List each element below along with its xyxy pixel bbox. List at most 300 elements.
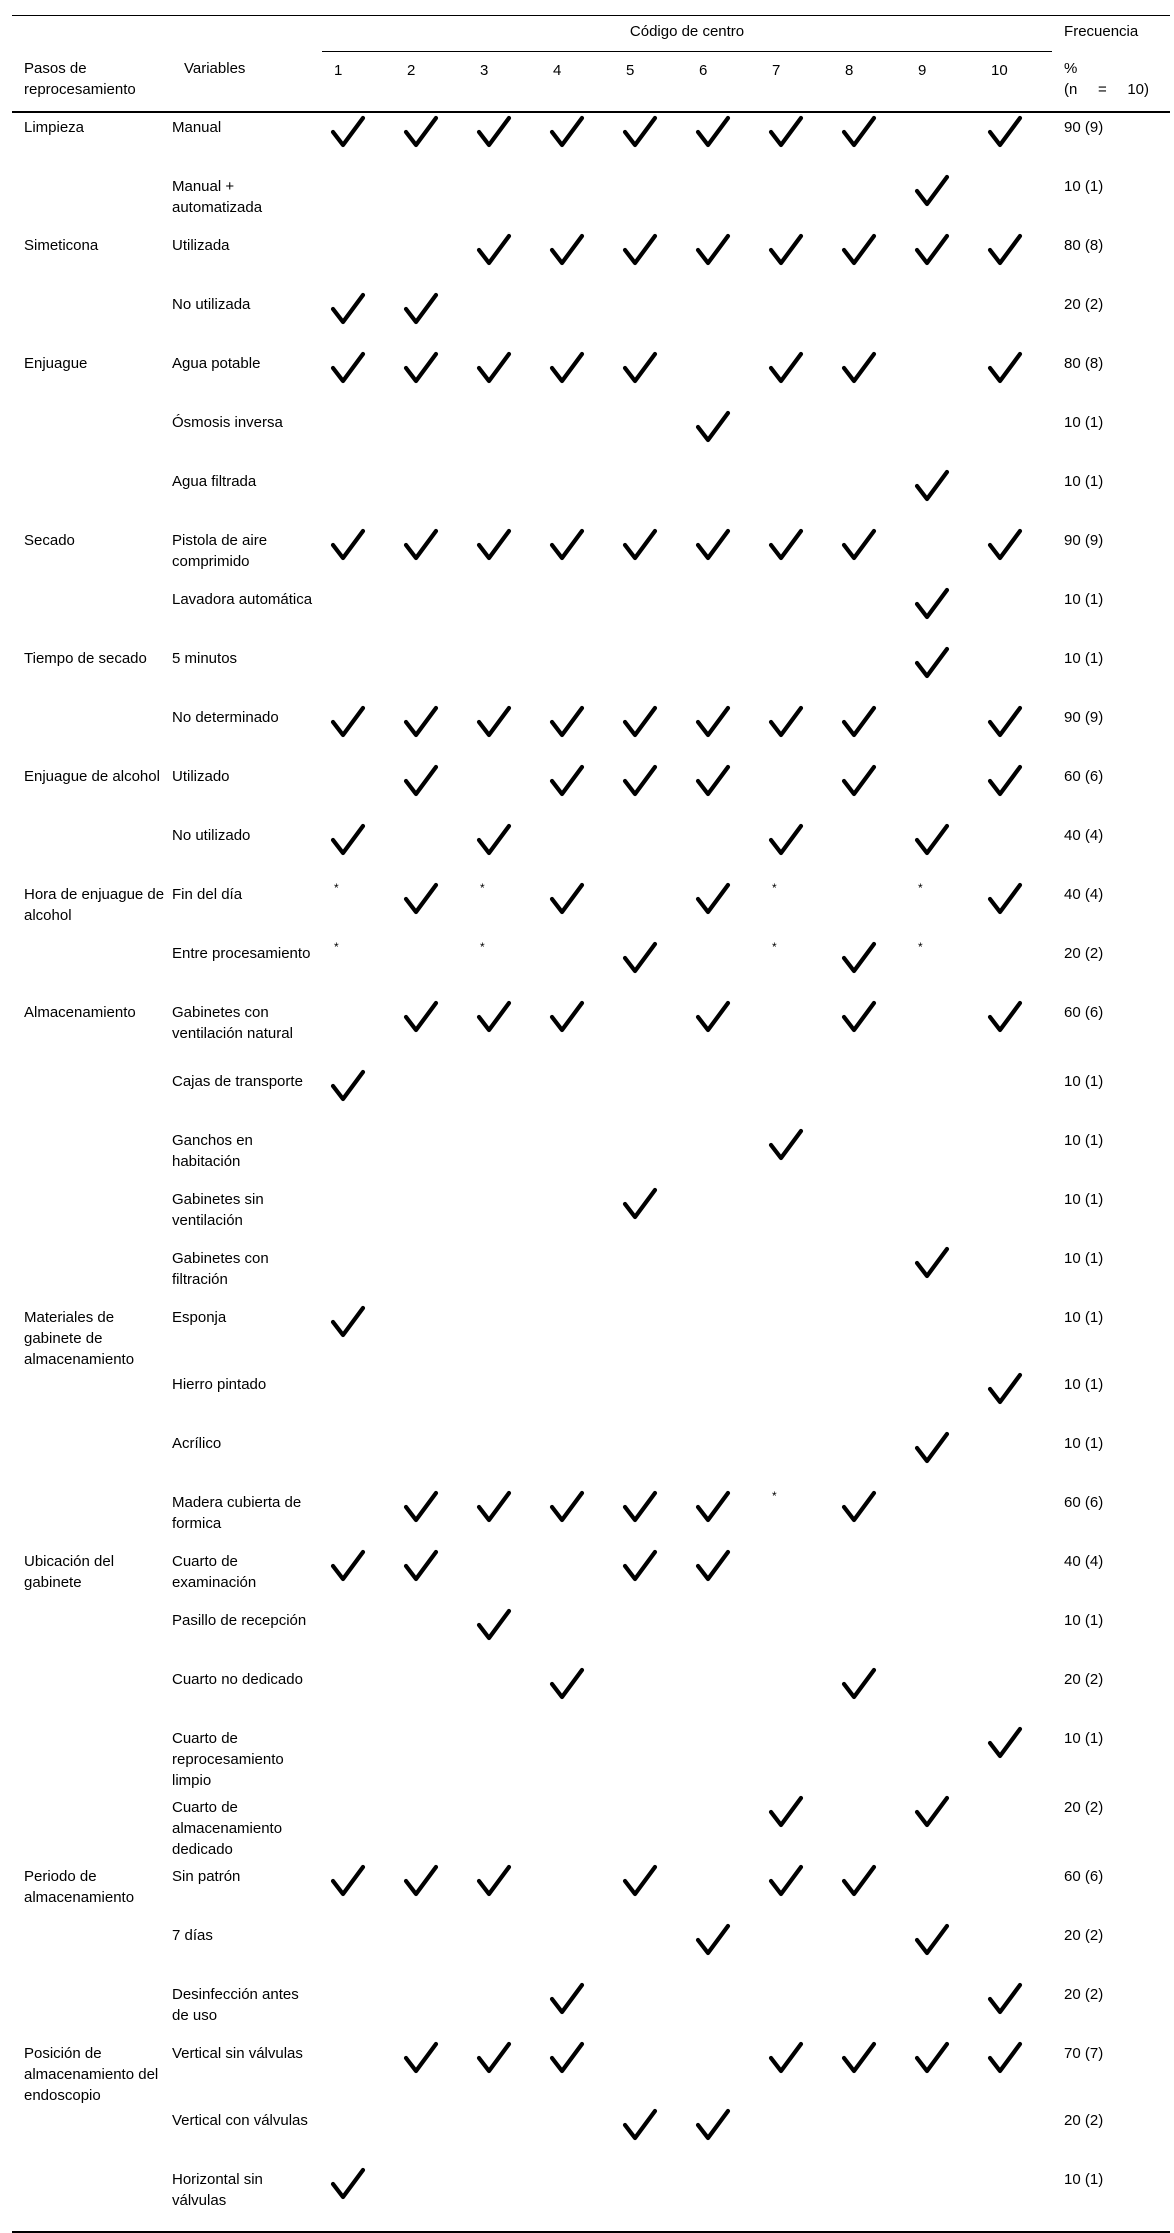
center-cell bbox=[541, 1126, 614, 1185]
step-cell bbox=[12, 1185, 172, 1244]
center-cell bbox=[979, 408, 1052, 467]
center-cell bbox=[833, 1921, 906, 1980]
center-cell bbox=[906, 762, 979, 821]
center-cell bbox=[760, 1488, 833, 1547]
center-cell bbox=[979, 644, 1052, 703]
checkmark-icon bbox=[549, 115, 585, 149]
center-cell bbox=[541, 1665, 614, 1724]
center-cell bbox=[468, 2106, 541, 2165]
checkmark-icon bbox=[768, 1864, 804, 1898]
asterisk-mark: * bbox=[334, 881, 339, 895]
center-cell bbox=[541, 762, 614, 821]
table-row bbox=[12, 821, 1170, 880]
center-cell bbox=[468, 1126, 541, 1185]
table-row bbox=[12, 112, 1170, 172]
table-row bbox=[12, 1793, 1170, 1862]
center-number: 10 bbox=[979, 52, 1052, 113]
checkmark-icon bbox=[549, 351, 585, 385]
frequency-cell: 60 (6) bbox=[1064, 1004, 1104, 1021]
center-cell bbox=[614, 1370, 687, 1429]
variable-cell: Ganchos en habitación bbox=[172, 1132, 253, 1170]
asterisk-mark: * bbox=[772, 940, 777, 954]
variable-cell: Horizontal sin válvulas bbox=[172, 2165, 322, 2232]
center-cell bbox=[979, 526, 1052, 585]
table-row bbox=[12, 585, 1170, 644]
checkmark-icon bbox=[695, 410, 731, 444]
step-cell bbox=[12, 290, 172, 349]
checkmark-icon bbox=[987, 882, 1023, 916]
center-cell bbox=[979, 998, 1052, 1067]
center-cell bbox=[687, 112, 760, 172]
variable-cell: Manual bbox=[172, 119, 222, 136]
center-cell bbox=[322, 467, 395, 526]
checkmark-icon bbox=[476, 1608, 512, 1642]
center-cell bbox=[541, 1370, 614, 1429]
center-cell bbox=[906, 290, 979, 349]
step-cell bbox=[12, 585, 172, 644]
center-cell bbox=[833, 1724, 906, 1793]
center-cell bbox=[614, 1665, 687, 1724]
checkmark-icon bbox=[987, 1726, 1023, 1760]
center-cell bbox=[906, 1724, 979, 1793]
center-cell bbox=[541, 998, 614, 1067]
center-cell bbox=[979, 290, 1052, 349]
center-number: 6 bbox=[687, 52, 760, 113]
center-cell bbox=[979, 231, 1052, 290]
center-cell bbox=[760, 2106, 833, 2165]
center-cell bbox=[760, 2039, 833, 2106]
frequency-cell: 10 (1) bbox=[1064, 178, 1104, 195]
center-cell bbox=[687, 408, 760, 467]
checkmark-icon bbox=[987, 2041, 1023, 2075]
checkmark-icon bbox=[549, 2041, 585, 2075]
frequency-cell: 40 (4) bbox=[1064, 1553, 1104, 1570]
center-cell bbox=[979, 1303, 1052, 1370]
center-cell bbox=[979, 762, 1052, 821]
center-cell bbox=[833, 112, 906, 172]
center-cell bbox=[614, 1067, 687, 1126]
center-cell bbox=[322, 1980, 395, 2039]
center-cell bbox=[468, 1793, 541, 1862]
center-cell bbox=[687, 1067, 760, 1126]
table-row bbox=[12, 1488, 1170, 1547]
center-cell bbox=[468, 1185, 541, 1244]
frequency-cell: 10 (1) bbox=[1064, 1612, 1104, 1629]
center-cell bbox=[979, 703, 1052, 762]
center-cell bbox=[468, 821, 541, 880]
center-cell bbox=[468, 1488, 541, 1547]
center-cell bbox=[395, 112, 468, 172]
checkmark-icon bbox=[914, 174, 950, 208]
frequency-cell: 90 (9) bbox=[1064, 119, 1104, 136]
checkmark-icon bbox=[914, 233, 950, 267]
checkmark-icon bbox=[622, 705, 658, 739]
n-equals-10 bbox=[1064, 79, 1149, 100]
checkmark-icon bbox=[403, 1864, 439, 1898]
variable-cell: Hierro pintado bbox=[172, 1376, 267, 1393]
frequency-cell: 20 (2) bbox=[1064, 296, 1104, 313]
center-cell bbox=[833, 1665, 906, 1724]
center-cell bbox=[541, 2106, 614, 2165]
center-cell bbox=[395, 1606, 468, 1665]
center-cell bbox=[687, 526, 760, 585]
step-cell bbox=[12, 821, 172, 880]
center-cell bbox=[614, 2165, 687, 2232]
center-cell bbox=[614, 1980, 687, 2039]
variable-cell: Ósmosis inversa bbox=[172, 414, 283, 431]
center-cell bbox=[906, 939, 979, 998]
center-cell bbox=[687, 1488, 760, 1547]
step-cell bbox=[12, 1980, 172, 2039]
variable-cell: Vertical sin válvulas bbox=[172, 2045, 303, 2062]
center-cell bbox=[979, 1606, 1052, 1665]
center-cell bbox=[687, 172, 760, 231]
center-cell bbox=[395, 821, 468, 880]
center-cell bbox=[687, 1126, 760, 1185]
center-cell bbox=[322, 585, 395, 644]
center-cell bbox=[760, 1724, 833, 1793]
center-cell bbox=[979, 349, 1052, 408]
center-cell bbox=[395, 467, 468, 526]
center-cell bbox=[833, 2106, 906, 2165]
center-cell bbox=[833, 467, 906, 526]
center-cell bbox=[395, 1370, 468, 1429]
table-row bbox=[12, 2039, 1170, 2106]
center-cell bbox=[541, 112, 614, 172]
center-cell bbox=[906, 2106, 979, 2165]
center-cell bbox=[541, 1303, 614, 1370]
center-cell bbox=[979, 467, 1052, 526]
center-cell bbox=[614, 290, 687, 349]
checkmark-icon bbox=[330, 115, 366, 149]
center-cell bbox=[541, 644, 614, 703]
variable-cell: Lavadora automática bbox=[172, 591, 313, 608]
center-cell bbox=[760, 2165, 833, 2232]
center-cell bbox=[687, 1724, 760, 1793]
center-cell bbox=[395, 1980, 468, 2039]
variable-cell: Fin del día bbox=[172, 886, 243, 903]
center-cell bbox=[322, 703, 395, 762]
frequency-cell: 60 (6) bbox=[1064, 1494, 1104, 1511]
checkmark-icon bbox=[768, 528, 804, 562]
center-cell bbox=[760, 408, 833, 467]
center-cell bbox=[322, 349, 395, 408]
center-number: 2 bbox=[395, 52, 468, 113]
center-cell bbox=[468, 1547, 541, 1606]
step-cell bbox=[12, 1921, 172, 1980]
step-cell: Posición de almacenamiento del endoscopio bbox=[24, 2045, 159, 2104]
checkmark-icon bbox=[841, 233, 877, 267]
center-cell bbox=[906, 526, 979, 585]
center-cell bbox=[468, 467, 541, 526]
frequency-cell: 90 (9) bbox=[1064, 709, 1104, 726]
percent-heading bbox=[1052, 52, 1170, 113]
center-cell bbox=[833, 526, 906, 585]
step-cell bbox=[12, 172, 172, 231]
center-cell bbox=[395, 1067, 468, 1126]
center-cell bbox=[395, 644, 468, 703]
center-cell bbox=[979, 1244, 1052, 1303]
frequency-cell: 10 (1) bbox=[1064, 650, 1104, 667]
table-row bbox=[12, 762, 1170, 821]
checkmark-icon bbox=[330, 705, 366, 739]
center-cell bbox=[979, 1921, 1052, 1980]
center-cell bbox=[687, 1980, 760, 2039]
center-cell bbox=[687, 2106, 760, 2165]
center-cell bbox=[687, 703, 760, 762]
center-cell bbox=[833, 703, 906, 762]
checkmark-icon bbox=[914, 1246, 950, 1280]
checkmark-icon bbox=[987, 528, 1023, 562]
center-cell bbox=[468, 703, 541, 762]
checkmark-icon bbox=[330, 1069, 366, 1103]
checkmark-icon bbox=[841, 764, 877, 798]
variable-cell: 7 días bbox=[172, 1927, 213, 1944]
center-cell bbox=[833, 408, 906, 467]
table-row bbox=[12, 1980, 1170, 2039]
center-cell bbox=[468, 349, 541, 408]
table-row bbox=[12, 172, 1170, 231]
checkmark-icon bbox=[695, 528, 731, 562]
center-cell bbox=[395, 349, 468, 408]
center-cell bbox=[979, 1980, 1052, 2039]
center-cell bbox=[833, 290, 906, 349]
center-cell bbox=[760, 1370, 833, 1429]
center-cell bbox=[395, 526, 468, 585]
checkmark-icon bbox=[549, 1982, 585, 2016]
center-cell bbox=[322, 526, 395, 585]
table-row bbox=[12, 1244, 1170, 1303]
center-cell bbox=[614, 349, 687, 408]
center-cell bbox=[541, 1547, 614, 1606]
center-cell bbox=[760, 112, 833, 172]
frequency-cell: 10 (1) bbox=[1064, 473, 1104, 490]
center-cell bbox=[687, 939, 760, 998]
checkmark-icon bbox=[622, 764, 658, 798]
center-cell bbox=[906, 1370, 979, 1429]
table-header bbox=[12, 16, 1170, 113]
variable-cell: Cuarto de examinación bbox=[172, 1553, 257, 1591]
checkmark-icon bbox=[403, 1549, 439, 1583]
variable-cell: Cuarto no dedicado bbox=[172, 1671, 303, 1688]
center-cell bbox=[541, 1488, 614, 1547]
center-cell bbox=[468, 2039, 541, 2106]
center-cell bbox=[541, 2039, 614, 2106]
center-cell bbox=[541, 231, 614, 290]
checkmark-icon bbox=[403, 882, 439, 916]
center-cell bbox=[541, 703, 614, 762]
frequency-cell: 10 (1) bbox=[1064, 414, 1104, 431]
center-cell bbox=[760, 939, 833, 998]
step-cell bbox=[12, 1488, 172, 1547]
center-cell bbox=[687, 1547, 760, 1606]
variable-cell: Pasillo de recepción bbox=[172, 1612, 307, 1629]
variable-cell: No utilizado bbox=[172, 827, 251, 844]
center-cell bbox=[687, 2039, 760, 2106]
variable-cell: Esponja bbox=[172, 1309, 227, 1326]
n-eq: = bbox=[1097, 80, 1107, 98]
checkmark-icon bbox=[841, 2041, 877, 2075]
frequency-cell: 90 (9) bbox=[1064, 532, 1104, 549]
center-cell bbox=[468, 1429, 541, 1488]
step-cell bbox=[12, 1067, 172, 1126]
asterisk-mark: * bbox=[480, 881, 485, 895]
center-cell bbox=[833, 1126, 906, 1185]
center-cell bbox=[760, 1980, 833, 2039]
checkmark-icon bbox=[403, 764, 439, 798]
center-cell bbox=[833, 1370, 906, 1429]
table-row bbox=[12, 1665, 1170, 1724]
center-cell bbox=[760, 1185, 833, 1244]
center-cell bbox=[979, 2106, 1052, 2165]
center-cell bbox=[614, 880, 687, 939]
center-cell bbox=[906, 172, 979, 231]
variable-cell: No utilizada bbox=[172, 296, 251, 313]
frequency-cell: 20 (2) bbox=[1064, 2112, 1104, 2129]
center-cell bbox=[760, 1665, 833, 1724]
checkmark-icon bbox=[330, 1864, 366, 1898]
checkmark-icon bbox=[695, 882, 731, 916]
center-cell bbox=[468, 585, 541, 644]
frequency-cell: 20 (2) bbox=[1064, 1671, 1104, 1688]
center-cell bbox=[906, 1980, 979, 2039]
center-cell bbox=[541, 880, 614, 939]
variable-cell: 5 minutos bbox=[172, 650, 238, 667]
center-cell bbox=[687, 1429, 760, 1488]
center-cell bbox=[906, 1921, 979, 1980]
center-cell bbox=[468, 1067, 541, 1126]
center-cell bbox=[395, 2165, 468, 2232]
step-cell: Hora de enjuague de alcohol bbox=[24, 886, 165, 924]
checkmark-icon bbox=[330, 823, 366, 857]
center-number: 3 bbox=[468, 52, 541, 113]
center-cell bbox=[906, 1185, 979, 1244]
center-cell bbox=[541, 1921, 614, 1980]
center-cell bbox=[979, 1185, 1052, 1244]
center-cell bbox=[979, 1370, 1052, 1429]
frequency-cell: 80 (8) bbox=[1064, 237, 1104, 254]
frequency-cell: 10 (1) bbox=[1064, 1730, 1104, 1747]
center-cell bbox=[614, 2039, 687, 2106]
step-cell bbox=[12, 2106, 172, 2165]
step-cell bbox=[12, 467, 172, 526]
frequency-cell: 60 (6) bbox=[1064, 768, 1104, 785]
step-cell bbox=[12, 1429, 172, 1488]
center-cell bbox=[906, 1126, 979, 1185]
table-row bbox=[12, 526, 1170, 585]
variable-cell: Manual + automatizada bbox=[172, 178, 263, 216]
center-cell bbox=[906, 998, 979, 1067]
center-cell bbox=[833, 1185, 906, 1244]
checkmark-icon bbox=[549, 882, 585, 916]
center-cell bbox=[906, 112, 979, 172]
percent-sign: % bbox=[1064, 59, 1078, 77]
frequency-cell: 20 (2) bbox=[1064, 1799, 1104, 1816]
checkmark-icon bbox=[914, 646, 950, 680]
center-cell bbox=[833, 762, 906, 821]
table-row bbox=[12, 1724, 1170, 1793]
center-cell bbox=[541, 408, 614, 467]
checkmark-icon bbox=[841, 528, 877, 562]
checkmark-icon bbox=[330, 528, 366, 562]
checkmark-icon bbox=[622, 1187, 658, 1221]
center-cell bbox=[468, 762, 541, 821]
center-cell bbox=[322, 290, 395, 349]
center-cell bbox=[760, 1862, 833, 1921]
checkmark-icon bbox=[403, 2041, 439, 2075]
center-cell bbox=[760, 1606, 833, 1665]
center-cell bbox=[541, 2165, 614, 2232]
center-cell bbox=[322, 1606, 395, 1665]
center-cell bbox=[979, 1724, 1052, 1793]
center-cell bbox=[760, 998, 833, 1067]
step-cell bbox=[12, 1606, 172, 1665]
center-cell bbox=[322, 998, 395, 1067]
center-cell bbox=[906, 1303, 979, 1370]
center-cell bbox=[979, 1862, 1052, 1921]
center-cell bbox=[395, 939, 468, 998]
checkmark-icon bbox=[987, 233, 1023, 267]
center-cell bbox=[906, 231, 979, 290]
step-cell: Simeticona bbox=[24, 237, 99, 254]
checkmark-icon bbox=[841, 1000, 877, 1034]
checkmark-icon bbox=[403, 351, 439, 385]
center-cell bbox=[687, 1370, 760, 1429]
center-cell bbox=[687, 644, 760, 703]
checkmark-icon bbox=[403, 115, 439, 149]
checkmark-icon bbox=[622, 2108, 658, 2142]
checkmark-icon bbox=[549, 528, 585, 562]
center-cell bbox=[614, 1303, 687, 1370]
center-cell bbox=[760, 1921, 833, 1980]
checkmark-icon bbox=[403, 705, 439, 739]
checkmark-icon bbox=[476, 351, 512, 385]
center-cell bbox=[541, 1980, 614, 2039]
center-cell bbox=[833, 939, 906, 998]
center-number: 4 bbox=[541, 52, 614, 113]
checkmark-icon bbox=[330, 1549, 366, 1583]
variables-heading: Variables bbox=[172, 52, 322, 113]
center-cell bbox=[906, 1665, 979, 1724]
center-cell bbox=[833, 1244, 906, 1303]
checkmark-icon bbox=[622, 1490, 658, 1524]
center-cell bbox=[322, 880, 395, 939]
center-cell bbox=[979, 821, 1052, 880]
checkmark-icon bbox=[476, 705, 512, 739]
variable-cell: Agua filtrada bbox=[172, 473, 257, 490]
center-cell bbox=[468, 939, 541, 998]
center-cell bbox=[833, 1303, 906, 1370]
center-cell bbox=[322, 1921, 395, 1980]
center-cell bbox=[760, 172, 833, 231]
frequency-heading: Frecuencia bbox=[1064, 23, 1139, 40]
center-cell bbox=[687, 231, 760, 290]
center-cell bbox=[614, 408, 687, 467]
center-cell bbox=[322, 1429, 395, 1488]
checkmark-icon bbox=[987, 1372, 1023, 1406]
center-cell bbox=[322, 1126, 395, 1185]
step-cell: Enjuague de alcohol bbox=[24, 768, 160, 785]
center-cell bbox=[687, 821, 760, 880]
center-cell bbox=[979, 1793, 1052, 1862]
frequency-cell: 10 (1) bbox=[1064, 1376, 1104, 1393]
checkmark-icon bbox=[622, 1549, 658, 1583]
center-cell bbox=[979, 1429, 1052, 1488]
center-cell bbox=[468, 1303, 541, 1370]
checkmark-icon bbox=[695, 233, 731, 267]
variable-cell: Gabinetes sin ventilación bbox=[172, 1191, 264, 1229]
center-cell bbox=[614, 1488, 687, 1547]
